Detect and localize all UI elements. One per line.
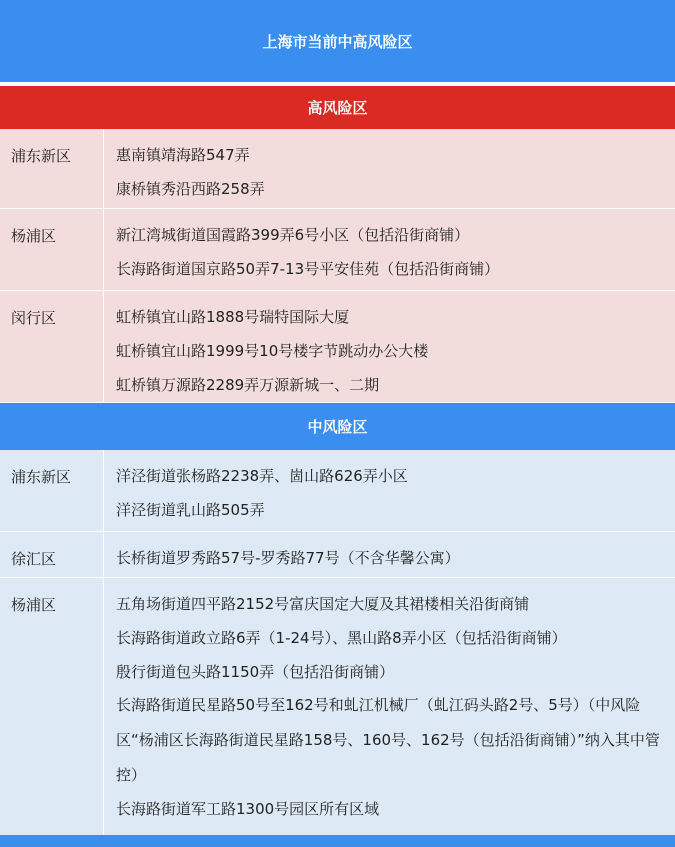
district-name: 浦东新区 xyxy=(0,450,104,531)
location-item: 新江湾城街道国霞路399弄6号小区（包括沿街商铺） xyxy=(116,226,470,244)
page-title: 上海市当前中高风险区 xyxy=(262,32,413,51)
location-list xyxy=(116,450,665,534)
location-list xyxy=(116,209,665,293)
location-list xyxy=(116,578,665,833)
location-item: 长海路街道军工路1300号园区所有区域 xyxy=(116,800,380,818)
location-item: 五角场街道四平路2152号富庆国定大厦及其裙楼相关沿街商铺 xyxy=(116,595,530,613)
location-list xyxy=(116,291,665,409)
location-item: 洋泾街道乳山路505弄 xyxy=(116,501,265,519)
high-risk-row xyxy=(0,291,675,403)
location-item: 洋泾街道张杨路2238弄、崮山路626弄小区 xyxy=(116,467,408,485)
district-name: 杨浦区 xyxy=(0,209,104,290)
district-name: 杨浦区 xyxy=(0,578,104,835)
location-item: 虹桥镇宜山路1999号10号楼字节跳动办公大楼 xyxy=(116,342,429,360)
district-name: 闵行区 xyxy=(0,291,104,402)
district-name: 徐汇区 xyxy=(0,532,104,577)
high-risk-row xyxy=(0,129,675,209)
district-name: 浦东新区 xyxy=(0,129,104,208)
location-item: 长海路街道国京路50弄7-13号平安佳苑（包括沿街商铺） xyxy=(116,260,500,278)
location-list xyxy=(116,532,665,582)
bottom-bar xyxy=(0,835,675,847)
high-risk-row xyxy=(0,209,675,291)
location-list xyxy=(116,129,665,213)
location-item: 殷行街道包头路1150弄（包括沿街商铺） xyxy=(116,663,395,681)
medium-risk-row xyxy=(0,578,675,835)
location-item: 康桥镇秀沿西路258弄 xyxy=(116,180,265,198)
high-risk-header xyxy=(0,86,675,129)
location-item: 虹桥镇万源路2289弄万源新城一、二期 xyxy=(116,376,380,394)
page-title-bar xyxy=(0,0,675,82)
location-item: 长海路街道民星路50号至162号和虬江机械厂（虬江码头路2号、5号）（中风险区“杨浦区长海路街道民星路158号、160号、162号（包括沿街商铺）”纳入其中管控） xyxy=(116,696,660,784)
location-item: 惠南镇靖海路547弄 xyxy=(116,146,250,164)
medium-risk-header xyxy=(0,403,675,450)
medium-risk-row xyxy=(0,532,675,578)
medium-risk-row xyxy=(0,450,675,532)
medium-risk-header-label: 中风险区 xyxy=(307,418,368,436)
location-item: 长桥街道罗秀路57号-罗秀路77号（不含华馨公寓） xyxy=(116,549,460,567)
location-item: 虹桥镇宜山路1888号瑞特国际大厦 xyxy=(116,308,350,326)
high-risk-header-label: 高风险区 xyxy=(307,99,368,117)
location-item: 长海路街道政立路6弄（1-24号）、黑山路8弄小区（包括沿街商铺） xyxy=(116,629,567,647)
